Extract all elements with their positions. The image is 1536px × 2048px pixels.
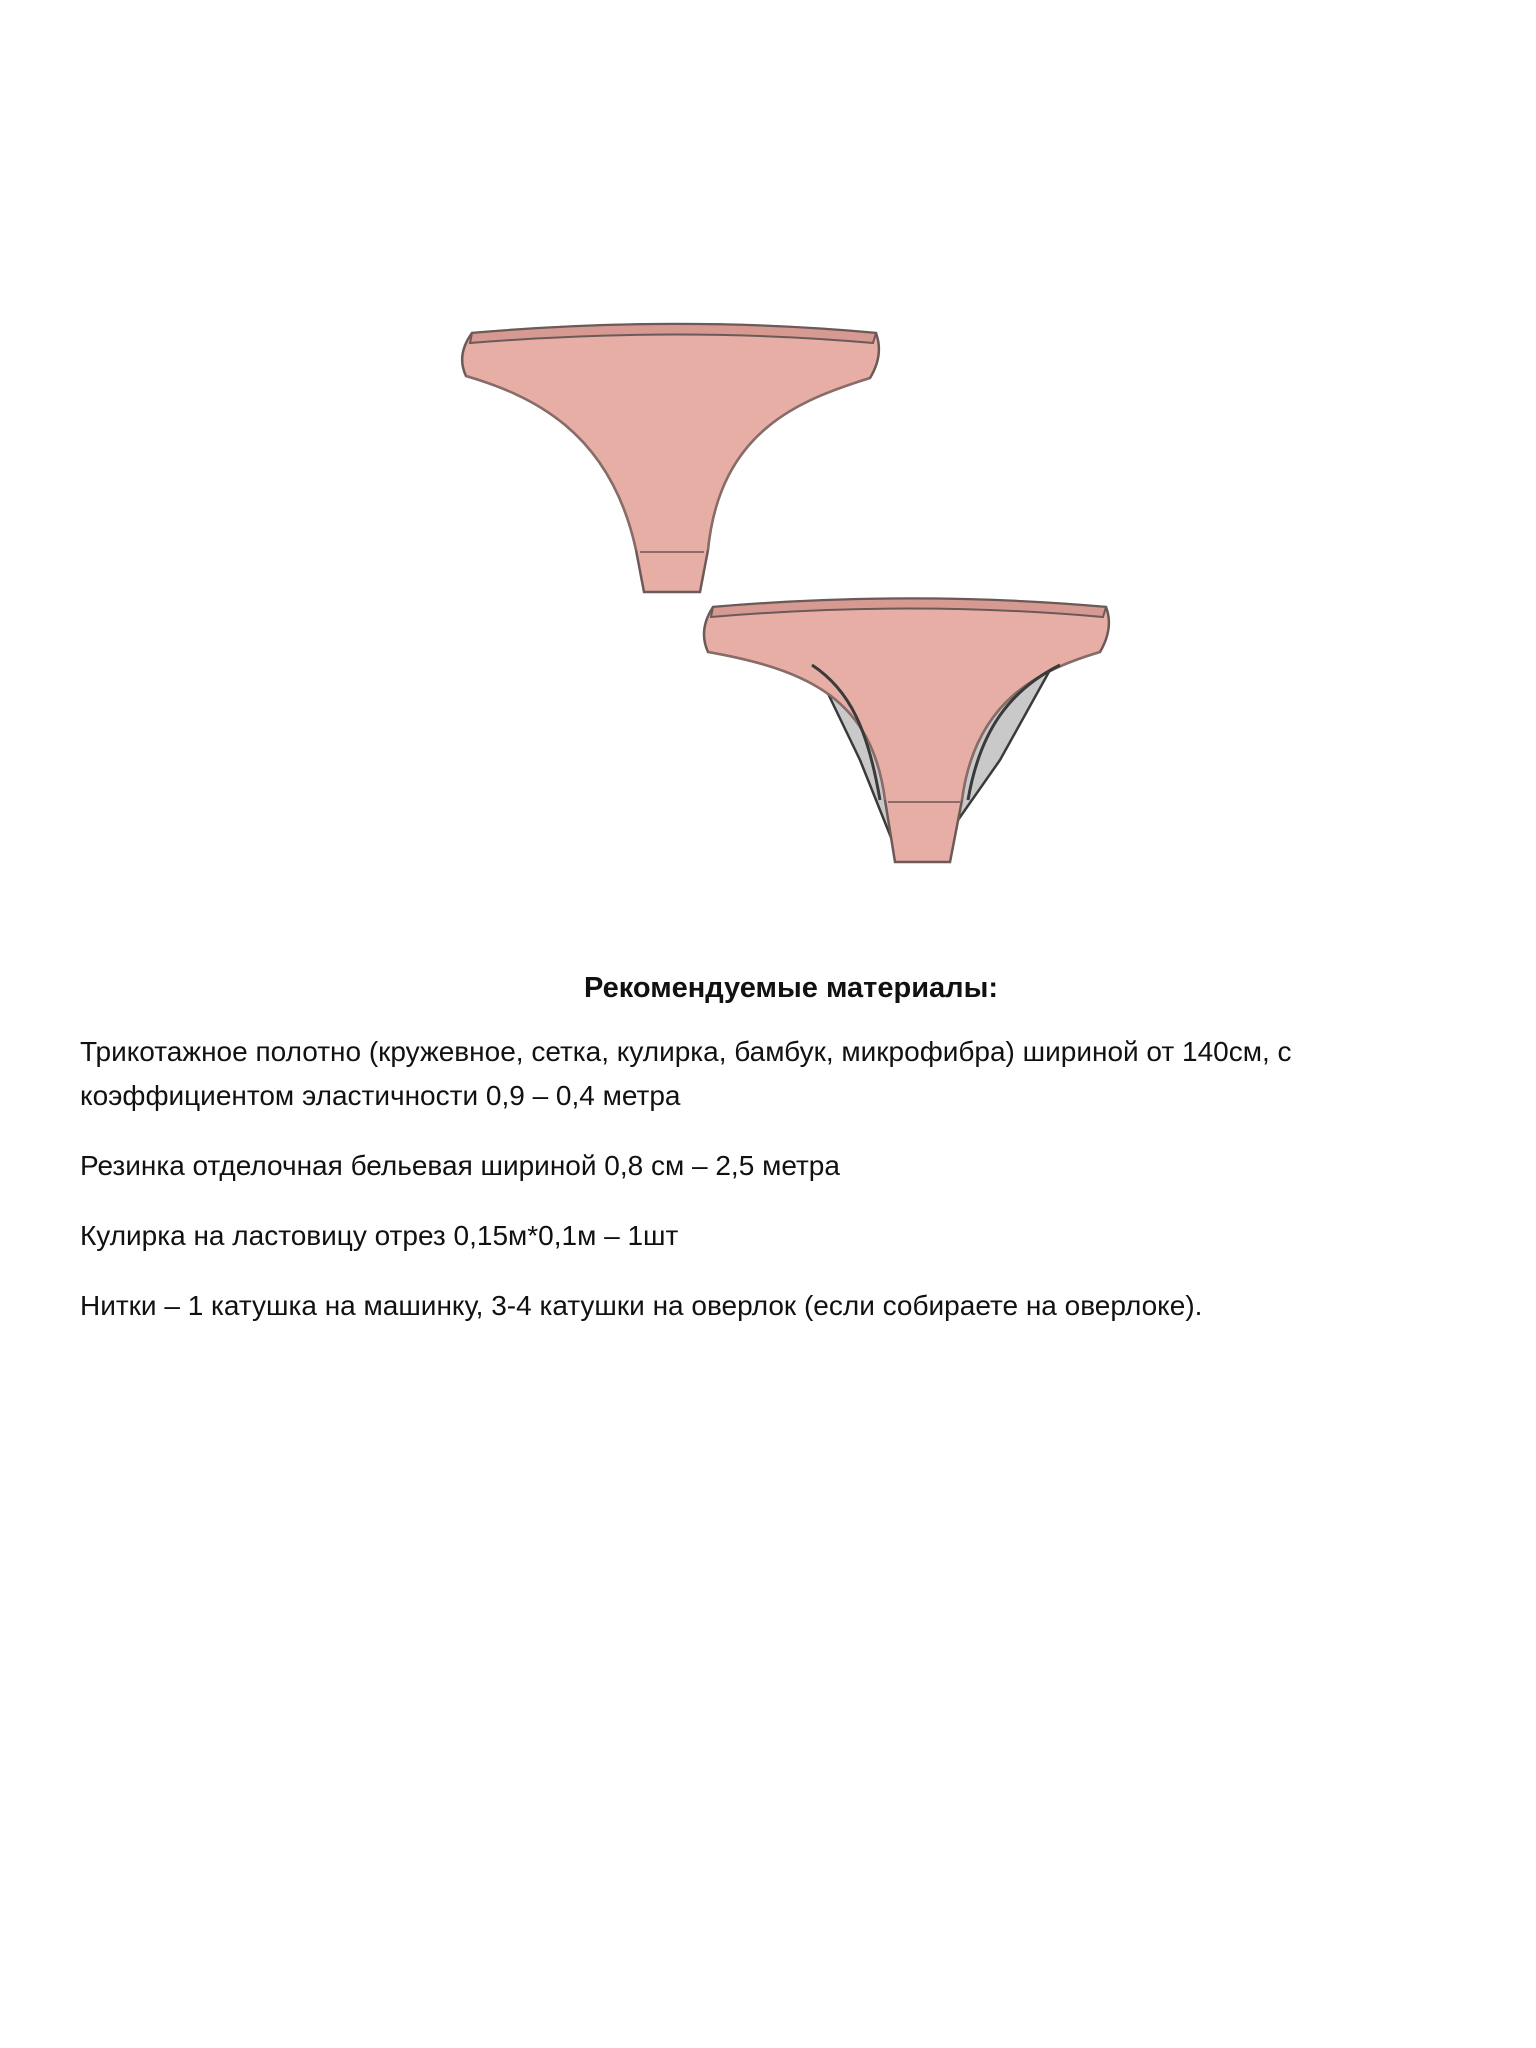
- materials-item-threads: Нитки – 1 катушка на машинку, 3-4 катушки на оверлок (если собираете на оверлоке).: [80, 1290, 1203, 1321]
- materials-heading: Рекомендуемые материалы:: [583, 972, 998, 1004]
- materials-section: [80, 968, 1480, 1354]
- front-view-drawing: [462, 324, 879, 592]
- garment-illustration: [0, 0, 1536, 900]
- materials-item-fabric: Трикотажное полотно (кружевное, сетка, кулирка, бамбук, микрофибра) шириной от 140см, с коэффициентом эластичности 0,9 – 0,4 метра: [80, 1036, 1292, 1111]
- back-view-drawing: [704, 599, 1109, 863]
- materials-item-gusset: Кулирка на ластовицу отрез 0,15м*0,1м – 1шт: [80, 1220, 679, 1251]
- back-body: [704, 599, 1109, 863]
- materials-item-elastic: Резинка отделочная бельевая шириной 0,8 см – 2,5 метра: [80, 1150, 840, 1181]
